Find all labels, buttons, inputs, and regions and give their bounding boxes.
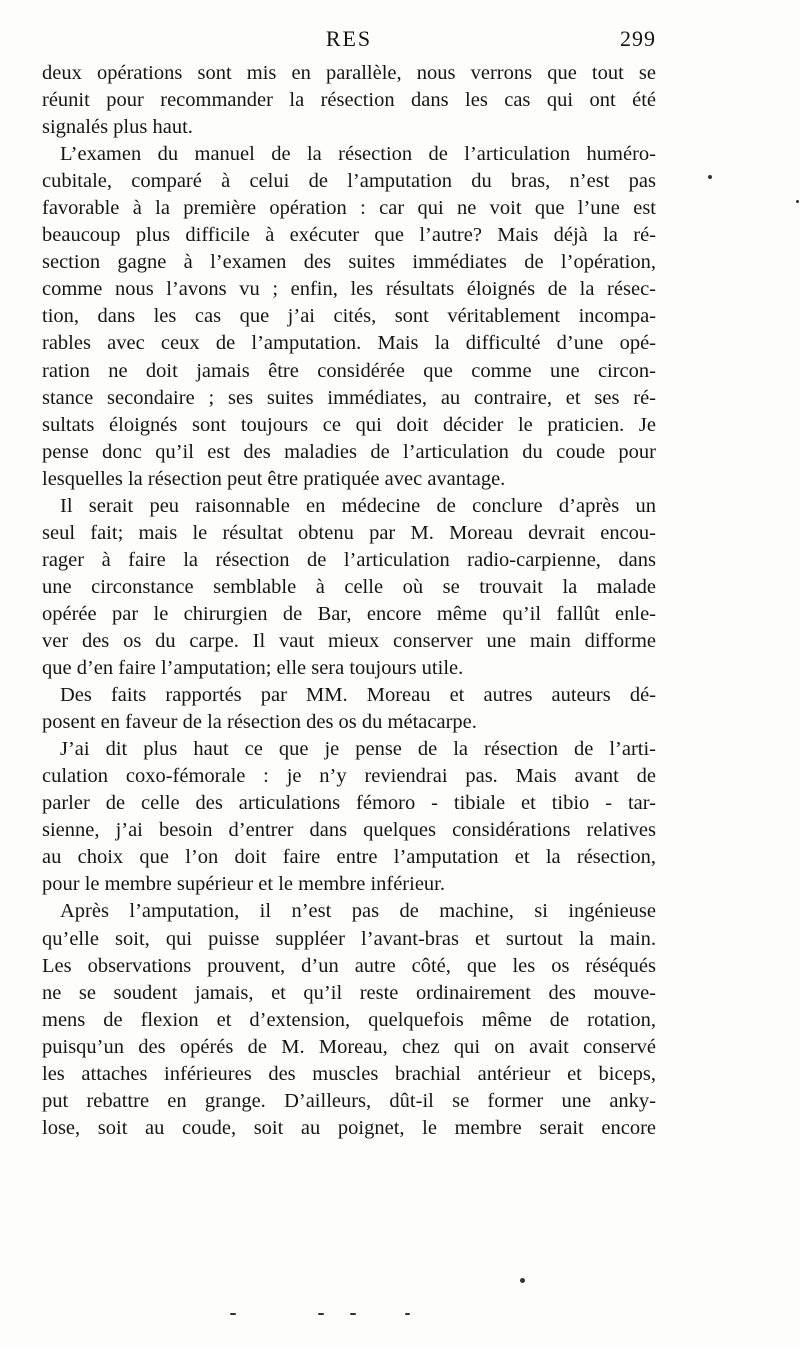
text-line: Les observations prouvent, d’un autre côté, que les os réséqués bbox=[42, 954, 656, 977]
scan-speck bbox=[230, 1313, 236, 1315]
scan-speck bbox=[318, 1313, 324, 1315]
text-line: rager à faire la résection de l’articulation radio-carpienne, dans bbox=[42, 548, 656, 571]
text-line: tion, dans les cas que j’ai cités, sont véritablement incompa- bbox=[42, 305, 656, 328]
scan-speck bbox=[520, 1278, 525, 1283]
text-line: section gagne à l’examen des suites immédiates de l’opération, bbox=[42, 251, 656, 274]
text-line: sultats éloignés sont toujours ce qui doit décider le praticien. Je bbox=[42, 413, 656, 436]
text-line: rables avec ceux de l’amputation. Mais la difficulté d’une opé- bbox=[42, 332, 656, 355]
text-line: stance secondaire ; ses suites immédiates, au contraire, et ses ré- bbox=[42, 386, 656, 409]
text-line: ne se soudent jamais, et qu’il reste ordinairement des mouve- bbox=[42, 981, 656, 1004]
text-line: au choix que l’on doit faire entre l’amputation et la résection, bbox=[42, 846, 656, 869]
page-number: 299 bbox=[620, 26, 656, 51]
page-header bbox=[42, 26, 656, 56]
paragraph-start-line: L’examen du manuel de la résection de l’articulation huméro- bbox=[60, 143, 656, 166]
text-line: culation coxo-fémorale : je n’y reviendrai pas. Mais avant de bbox=[42, 765, 656, 788]
text-line: sienne, j’ai besoin d’entrer dans quelques considérations relatives bbox=[42, 819, 656, 842]
text-line: comme nous l’avons vu ; enfin, les résultats éloignés de la résec- bbox=[42, 278, 656, 301]
scan-speck bbox=[708, 175, 712, 179]
scan-speck bbox=[350, 1313, 356, 1315]
paragraph-start-line: Il serait peu raisonnable en médecine de conclure d’après un bbox=[60, 494, 656, 517]
text-line: put rebattre en grange. D’ailleurs, dût-il se former une anky- bbox=[42, 1089, 656, 1112]
text-line: deux opérations sont mis en parallèle, nous verrons que tout se bbox=[42, 62, 656, 84]
text-line: lose, soit au coude, soit au poignet, le membre serait encore bbox=[42, 1116, 656, 1139]
text-line: favorable à la première opération : car qui ne voit que l’une est bbox=[42, 197, 656, 220]
text-line: parler de celle des articulations fémoro - tibiale et tibio - tar- bbox=[42, 792, 656, 815]
text-line: beaucoup plus difficile à exécuter que l’autre? Mais déjà la ré- bbox=[42, 224, 656, 247]
text-line: pour le membre supérieur et le membre inférieur. bbox=[42, 873, 446, 896]
scan-speck bbox=[796, 200, 799, 203]
text-line: lesquelles la résection peut être pratiquée avec avantage. bbox=[42, 467, 506, 490]
text-line: ver des os du carpe. Il vaut mieux conserver une main difforme bbox=[42, 629, 656, 652]
text-line: mens de flexion et d’extension, quelquefois même de rotation, bbox=[42, 1008, 656, 1031]
text-line: les attaches inférieures des muscles brachial antérieur et biceps, bbox=[42, 1062, 656, 1085]
paragraph-start-line: Des faits rapportés par MM. Moreau et autres auteurs dé- bbox=[60, 684, 656, 707]
text-line: que d’en faire l’amputation; elle sera toujours utile. bbox=[42, 657, 464, 680]
text-line: posent en faveur de la résection des os du métacarpe. bbox=[42, 711, 477, 734]
paragraph-start-line: Après l’amputation, il n’est pas de machine, si ingénieuse bbox=[60, 900, 656, 923]
text-line: puisqu’un des opérés de M. Moreau, chez qui on avait conservé bbox=[42, 1035, 656, 1058]
text-line: signalés plus haut. bbox=[42, 116, 193, 139]
text-line: ration ne doit jamais être considérée que comme une circon- bbox=[42, 359, 656, 382]
body-text bbox=[42, 60, 656, 1142]
text-line: opérée par le chirurgien de Bar, encore même qu’il fallût enle- bbox=[42, 602, 656, 625]
paragraph-start-line: J’ai dit plus haut ce que je pense de la résection de l’arti- bbox=[60, 738, 656, 761]
running-head: RES bbox=[325, 26, 373, 51]
text-line: seul fait; mais le résultat obtenu par M. Moreau devrait encou- bbox=[42, 521, 656, 544]
text-line: cubitale, comparé à celui de l’amputation du bras, n’est pas bbox=[42, 170, 656, 193]
text-line: pense donc qu’il est des maladies de l’articulation du coude pour bbox=[42, 440, 656, 463]
text-line: une circonstance semblable à celle où se trouvait la malade bbox=[42, 575, 656, 598]
text-line: qu’elle soit, qui puisse suppléer l’avant-bras et surtout la main. bbox=[42, 927, 656, 950]
text-line: réunit pour recommander la résection dans les cas qui ont été bbox=[42, 89, 656, 112]
scan-speck bbox=[405, 1313, 410, 1315]
